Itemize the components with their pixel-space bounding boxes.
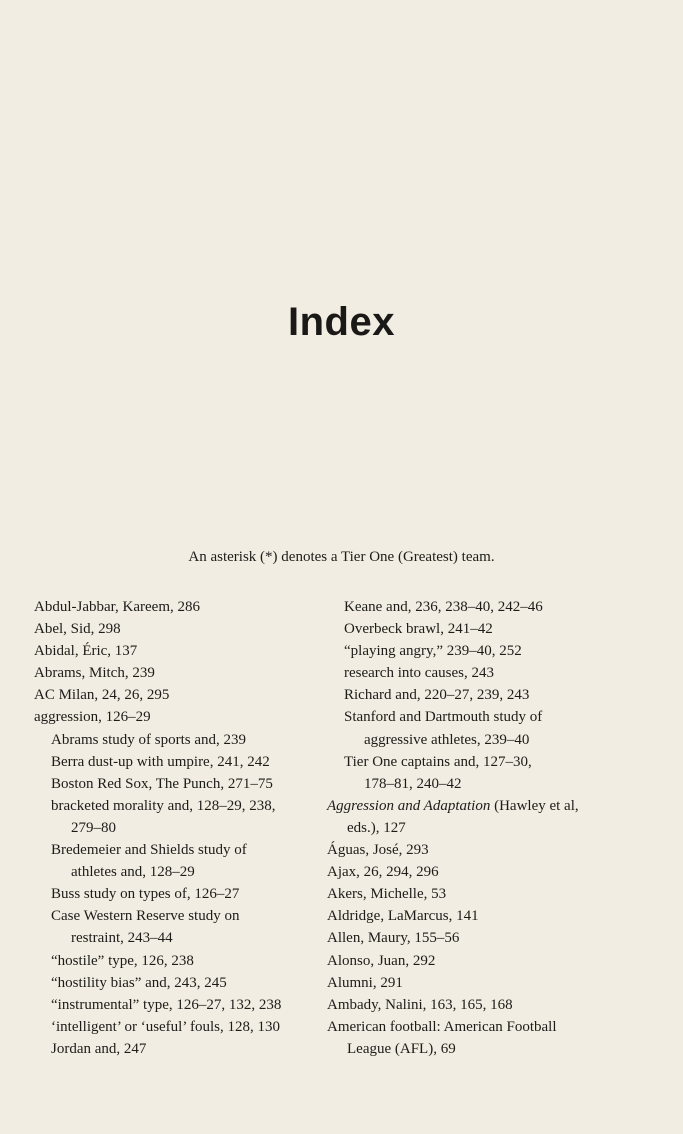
entry-text: Ambady, Nalini, 163, 165, 168 xyxy=(327,996,513,1013)
index-subentry xyxy=(34,994,324,1016)
index-subentry xyxy=(34,751,324,773)
index-entry xyxy=(327,861,627,883)
index-column-right xyxy=(327,596,627,1060)
entry-text: American football: American Football xyxy=(327,1018,557,1035)
entry-text: Águas, José, 293 xyxy=(327,842,429,859)
index-entry xyxy=(34,618,324,640)
index-entry xyxy=(327,883,627,905)
entry-continuation: 178–81, 240–42 xyxy=(364,775,462,792)
entry-text: Richard and, 220–27, 239, 243 xyxy=(344,687,530,704)
entry-text: “instrumental” type, 126–27, 132, 238 xyxy=(51,996,282,1013)
entry-text: research into causes, 243 xyxy=(344,665,494,682)
index-subentry xyxy=(34,883,324,905)
index-entry xyxy=(327,950,627,972)
index-entry xyxy=(34,596,324,618)
index-entry xyxy=(327,905,627,927)
entry-text: Tier One captains and, 127–30, xyxy=(344,753,532,770)
index-subentry xyxy=(327,684,627,706)
entry-text: (Hawley et al, xyxy=(490,797,579,814)
index-entry xyxy=(34,640,324,662)
index-subentry xyxy=(34,729,324,751)
entry-text: Abrams, Mitch, 239 xyxy=(34,665,155,682)
entry-text: AC Milan, 24, 26, 295 xyxy=(34,687,170,704)
entry-text: Abel, Sid, 298 xyxy=(34,621,121,638)
index-column-left xyxy=(34,596,324,1060)
entry-text: Boston Red Sox, The Punch, 271–75 xyxy=(51,775,273,792)
index-subentry xyxy=(34,795,324,839)
page-title: Index xyxy=(288,300,395,344)
entry-text: Akers, Michelle, 53 xyxy=(327,886,447,903)
entry-continuation: athletes and, 128–29 xyxy=(71,864,195,881)
entry-continuation: restraint, 243–44 xyxy=(71,930,173,947)
index-entry xyxy=(327,795,627,839)
entry-text: Abrams study of sports and, 239 xyxy=(51,731,246,748)
entry-text: Abdul-Jabbar, Kareem, 286 xyxy=(34,599,201,615)
entry-text: Allen, Maury, 155–56 xyxy=(327,930,460,947)
entry-continuation: eds.), 127 xyxy=(347,819,406,836)
index-subentry xyxy=(327,662,627,684)
entry-text: Stanford and Dartmouth study of xyxy=(344,709,543,726)
index-subentry xyxy=(327,640,627,662)
entry-text: Aldridge, LaMarcus, 141 xyxy=(327,908,479,925)
index-entry xyxy=(327,994,627,1016)
entry-text: aggression, 126–29 xyxy=(34,709,151,726)
entry-text: bracketed morality and, 128–29, 238, xyxy=(51,797,276,814)
index-subentry xyxy=(327,706,627,750)
index-entry xyxy=(327,839,627,861)
index-subentry xyxy=(34,905,324,949)
index-entry xyxy=(34,706,324,728)
entry-text: “playing angry,” 239–40, 252 xyxy=(344,643,522,660)
index-subentry xyxy=(34,1016,324,1038)
entry-continuation: aggressive athletes, 239–40 xyxy=(364,731,530,748)
entry-text: Bredemeier and Shields study of xyxy=(51,842,247,859)
index-subentry xyxy=(34,950,324,972)
entry-text: Keane and, 236, 238–40, 242–46 xyxy=(344,599,543,615)
entry-text: Buss study on types of, 126–27 xyxy=(51,886,240,903)
index-entry xyxy=(34,662,324,684)
index-subentry xyxy=(327,751,627,795)
entry-continuation: League (AFL), 69 xyxy=(347,1040,456,1057)
entry-text: Alonso, Juan, 292 xyxy=(327,952,436,969)
entry-text: ‘intelligent’ or ‘useful’ fouls, 128, 130 xyxy=(51,1018,280,1035)
index-subentry xyxy=(34,972,324,994)
index-subentry xyxy=(327,596,627,618)
index-subentry xyxy=(34,773,324,795)
entry-text: “hostile” type, 126, 238 xyxy=(51,952,194,969)
entry-title-italic: Aggression and Adaptation xyxy=(327,797,491,814)
index-entry xyxy=(327,972,627,994)
entry-text: Ajax, 26, 294, 296 xyxy=(327,864,439,881)
index-subentry xyxy=(327,618,627,640)
entry-text: Berra dust-up with umpire, 241, 242 xyxy=(51,753,270,770)
index-entry xyxy=(327,1016,627,1060)
entry-text: Case Western Reserve study on xyxy=(51,908,240,925)
entry-continuation: 279–80 xyxy=(71,819,116,836)
index-subentry xyxy=(34,839,324,883)
entry-text: Overbeck brawl, 241–42 xyxy=(344,621,493,638)
entry-text: Alumni, 291 xyxy=(327,974,403,991)
index-entry xyxy=(327,927,627,949)
entry-text: “hostility bias” and, 243, 245 xyxy=(51,974,227,991)
asterisk-note: An asterisk (*) denotes a Tier One (Greatest) team. xyxy=(188,549,495,565)
entry-text: Abidal, Éric, 137 xyxy=(34,643,138,660)
index-subentry xyxy=(34,1038,324,1060)
index-entry xyxy=(34,684,324,706)
entry-text: Jordan and, 247 xyxy=(51,1040,147,1057)
